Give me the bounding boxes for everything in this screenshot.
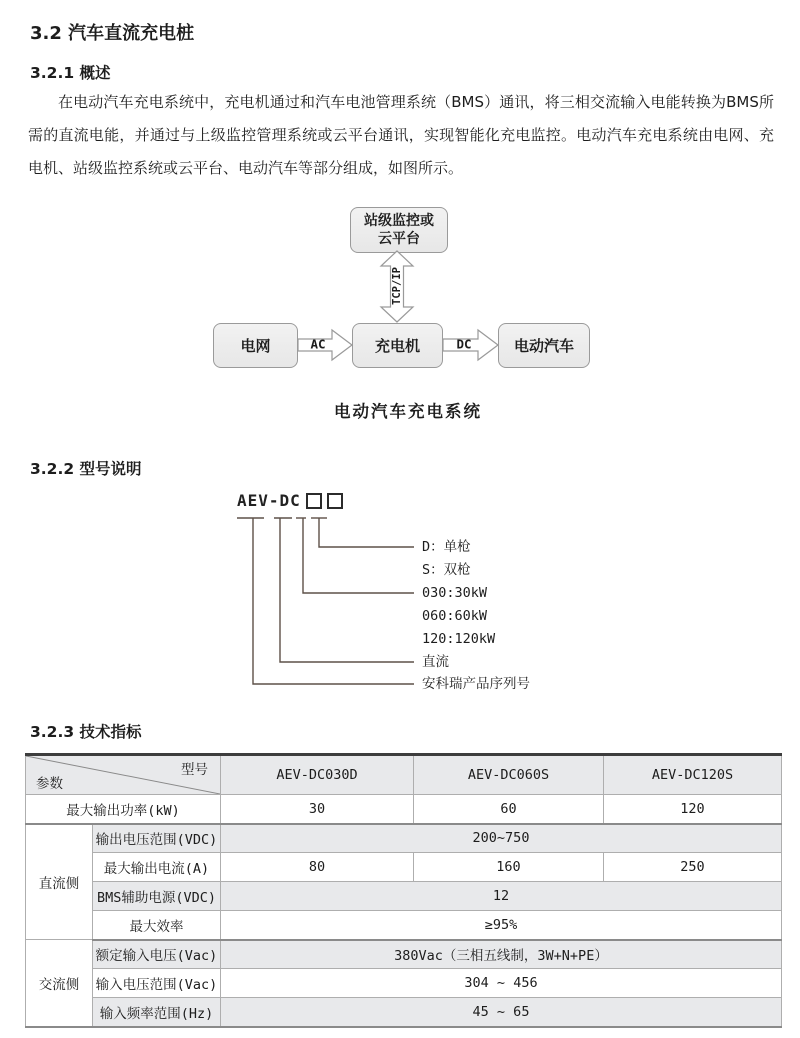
corner-diagonal xyxy=(26,756,220,794)
table-row xyxy=(26,940,782,969)
spec-table xyxy=(25,753,782,1028)
model-code-prefix: AEV-DC xyxy=(237,491,301,510)
row-label-rated-input-voltage: 额定输入电压(Vac) xyxy=(93,940,221,969)
section-title-3-2: 3.2 汽车直流充电桩 xyxy=(30,23,195,44)
cell-bms-supply: 12 xyxy=(221,882,782,911)
model-label-060: 060:60kW xyxy=(422,608,488,624)
row-label-input-frequency-range: 输入频率范围(Hz) xyxy=(93,998,221,1027)
section-title-3-2-1: 3.2.1 概述 xyxy=(30,64,111,82)
overview-paragraph: 在电动汽车充电系统中，充电机通过和汽车电池管理系统（BMS）通讯，将三相交流输入电能转换为BMS所需的直流电能，并通过与上级监控管理系统或云平台通讯，实现智能化充电监控。电动汽车充电系统由电网、充电机、站级监控系统或云平台、电动汽车等部分组成，如图所示。 xyxy=(28,93,774,177)
model-label-120: 120:120kW xyxy=(422,631,496,647)
row-label-max-power: 最大输出功率(kW) xyxy=(26,795,221,824)
group-label-dc-side: 直流侧 xyxy=(26,824,93,940)
section-title-3-2-3: 3.2.3 技术指标 xyxy=(30,723,142,741)
table-row xyxy=(26,824,782,853)
cell-output-voltage: 200~750 xyxy=(221,824,782,853)
cell-input-voltage-range: 304 ~ 456 xyxy=(221,969,782,998)
dc-label: DC xyxy=(456,336,472,352)
col-header-model-120s: AEV-DC120S xyxy=(604,755,782,795)
cell-current-250: 250 xyxy=(604,853,782,882)
table-row xyxy=(26,853,782,882)
ev-box: 电动汽车 xyxy=(498,323,590,368)
model-label-series: 安科瑞产品序列号 xyxy=(422,676,530,692)
row-label-output-voltage: 输出电压范围(VDC) xyxy=(93,824,221,853)
cell-max-efficiency: ≥95% xyxy=(221,911,782,940)
col-header-model-030d: AEV-DC030D xyxy=(221,755,414,795)
cloud-box-line1: 站级监控或 xyxy=(364,213,434,229)
diagram-caption: 电动汽车充电系统 xyxy=(334,402,482,421)
cell-current-80: 80 xyxy=(221,853,414,882)
corner-label-model: 型号 xyxy=(181,762,208,778)
charging-system-diagram xyxy=(0,195,800,430)
ac-label: AC xyxy=(310,336,326,352)
model-label-gun-s: S：双枪 xyxy=(422,562,471,578)
row-label-max-current: 最大输出电流(A) xyxy=(93,853,221,882)
model-number-diagram xyxy=(0,488,800,718)
cloud-box-line2: 云平台 xyxy=(378,231,420,247)
table-row xyxy=(26,998,782,1027)
table-row xyxy=(26,882,782,911)
group-label-ac-side: 交流侧 xyxy=(26,940,93,1027)
cell-power-60: 60 xyxy=(414,795,604,824)
cell-rated-input-voltage: 380Vac（三相五线制，3W+N+PE） xyxy=(221,940,782,969)
col-header-model-060s: AEV-DC060S xyxy=(414,755,604,795)
table-row xyxy=(26,969,782,998)
tcpip-label: TCP/IP xyxy=(391,267,403,305)
model-label-gun-d: D：单枪 xyxy=(422,539,471,555)
charger-box: 充电机 xyxy=(352,323,443,368)
section-title-3-2-2: 3.2.2 型号说明 xyxy=(30,460,142,478)
table-row xyxy=(26,795,782,824)
row-label-input-voltage-range: 输入电压范围(Vac) xyxy=(93,969,221,998)
cell-current-160: 160 xyxy=(414,853,604,882)
model-label-030: 030:30kW xyxy=(422,585,488,601)
grid-box: 电网 xyxy=(213,323,298,368)
diagram-arrows xyxy=(0,195,800,430)
model-diagram-lines xyxy=(0,488,800,718)
cell-power-120: 120 xyxy=(604,795,782,824)
corner-label-param: 参数 xyxy=(36,776,63,792)
cell-power-30: 30 xyxy=(221,795,414,824)
model-label-dc: 直流 xyxy=(422,654,449,670)
row-label-max-efficiency: 最大效率 xyxy=(93,911,221,940)
table-corner-cell xyxy=(26,755,221,795)
cell-input-frequency-range: 45 ~ 65 xyxy=(221,998,782,1027)
row-label-bms-supply: BMS辅助电源(VDC) xyxy=(93,882,221,911)
table-row xyxy=(26,911,782,940)
